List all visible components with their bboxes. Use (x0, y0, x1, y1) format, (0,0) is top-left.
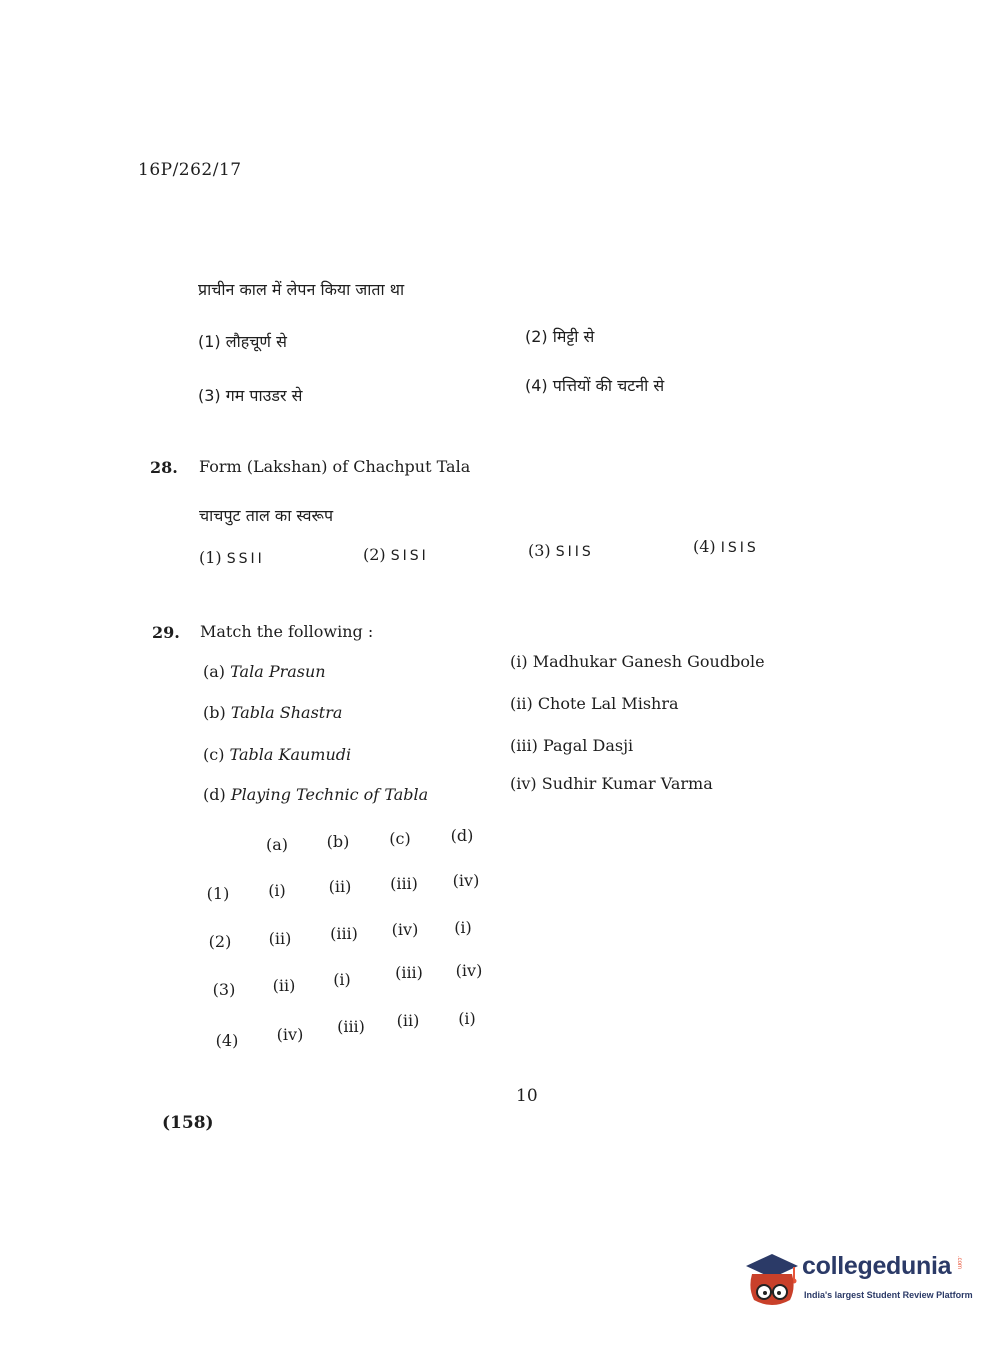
match-left-b (203, 703, 342, 722)
match-left-a (203, 662, 326, 681)
option-text: मिट्टी से (552, 327, 595, 346)
match-left-c (203, 745, 351, 764)
grid-row-2-number: (2) (208, 932, 232, 951)
grid-row-3-number: (3) (212, 980, 236, 999)
match-text: Sudhir Kumar Varma (541, 774, 713, 793)
option-number: (3) (528, 541, 551, 560)
match-text: Chote Lal Mishra (537, 694, 679, 713)
match-right-iii (510, 736, 633, 755)
grid-row-4-number: (4) (215, 1031, 239, 1050)
option-number: (4) (525, 376, 548, 395)
match-right-iv (510, 774, 713, 793)
q28-option-2 (363, 545, 429, 564)
q27-option-1 (198, 330, 287, 352)
match-label: (iv) (510, 774, 537, 793)
match-text: Tala Prasun (230, 662, 326, 681)
match-label: (b) (203, 703, 226, 722)
logo-wordmark: collegedunia (802, 1252, 952, 1280)
grid-row-2-cell: (i) (454, 918, 472, 937)
q27-option-4 (525, 374, 664, 396)
page-number: 10 (516, 1086, 538, 1106)
q28-option-4 (693, 537, 759, 556)
grid-row-3-cell: (i) (333, 970, 351, 989)
option-number: (1) (199, 548, 222, 567)
option-number: (1) (198, 332, 221, 351)
q28-option-1 (199, 548, 265, 567)
grid-row-2-cell: (ii) (268, 929, 292, 948)
tala-symbols: SIIS (555, 544, 594, 560)
tala-symbols: SSII (226, 551, 265, 567)
option-text: लौहचूर्ण से (225, 332, 287, 351)
match-label: (ii) (510, 694, 533, 713)
grid-row-4-cell: (iii) (337, 1017, 365, 1036)
q29-number: 29. (152, 623, 180, 642)
logo-tagline: India's largest Student Review Platform (804, 1290, 973, 1300)
q27-stem-hindi: प्राचीन काल में लेपन किया जाता था (198, 280, 405, 299)
paper-code-header: 16P/262/17 (138, 160, 242, 180)
option-text: गम पाउडर से (225, 386, 303, 405)
grid-row-1-cell: (iii) (390, 874, 418, 893)
match-label: (iii) (510, 736, 538, 755)
q27-option-2 (525, 325, 594, 347)
option-number: (3) (198, 386, 221, 405)
match-right-i (510, 652, 765, 671)
match-text: Madhukar Ganesh Goudbole (532, 652, 765, 671)
q28-option-3 (528, 541, 594, 560)
tala-symbols: SISI (390, 548, 429, 564)
match-label: (c) (203, 745, 225, 764)
q27-option-3 (198, 384, 302, 406)
footer-paper-code: (158) (162, 1113, 214, 1133)
option-number: (2) (525, 327, 548, 346)
mascot-icon (742, 1248, 802, 1310)
tala-symbols: ISIS (720, 540, 759, 556)
grid-row-2-cell: (iv) (391, 920, 419, 939)
grid-header-b: (b) (326, 832, 350, 851)
q28-stem-hindi: चाचपुट ताल का स्वरूप (199, 506, 334, 525)
grid-row-3-cell: (ii) (272, 976, 296, 995)
match-text: Pagal Dasji (542, 736, 634, 755)
grid-row-1-cell: (iv) (452, 871, 480, 890)
q29-stem-english: Match the following : (200, 622, 374, 641)
option-number: (2) (363, 545, 386, 564)
grid-row-1-cell: (i) (268, 881, 286, 900)
q28-stem-english: Form (Lakshan) of Chachput Tala (199, 457, 471, 476)
q28-number: 28. (150, 458, 178, 477)
grid-row-3-cell: (iii) (395, 963, 423, 982)
match-right-ii (510, 694, 679, 713)
grid-row-1-cell: (ii) (328, 877, 352, 896)
match-text: Tabla Shastra (230, 703, 343, 722)
match-label: (a) (203, 662, 226, 681)
grid-row-4-cell: (i) (458, 1009, 476, 1028)
collegedunia-logo (742, 1248, 972, 1310)
match-text: Tabla Kaumudi (229, 745, 352, 764)
option-text: पत्तियों की चटनी से (552, 376, 665, 395)
match-left-d (203, 785, 428, 804)
option-number: (4) (693, 537, 716, 556)
grid-row-2-cell: (iii) (330, 924, 358, 943)
grid-row-1-number: (1) (206, 884, 230, 903)
grid-header-d: (d) (450, 826, 474, 845)
match-text: Playing Technic of Tabla (230, 785, 429, 804)
grid-header-a: (a) (265, 835, 289, 854)
grid-row-4-cell: (iv) (276, 1025, 304, 1044)
grid-row-3-cell: (iv) (455, 961, 483, 980)
logo-domain-suffix: .com (956, 1256, 962, 1270)
match-label: (d) (203, 785, 226, 804)
match-label: (i) (510, 652, 528, 671)
grid-header-c: (c) (389, 829, 411, 848)
grid-row-4-cell: (ii) (396, 1011, 420, 1030)
